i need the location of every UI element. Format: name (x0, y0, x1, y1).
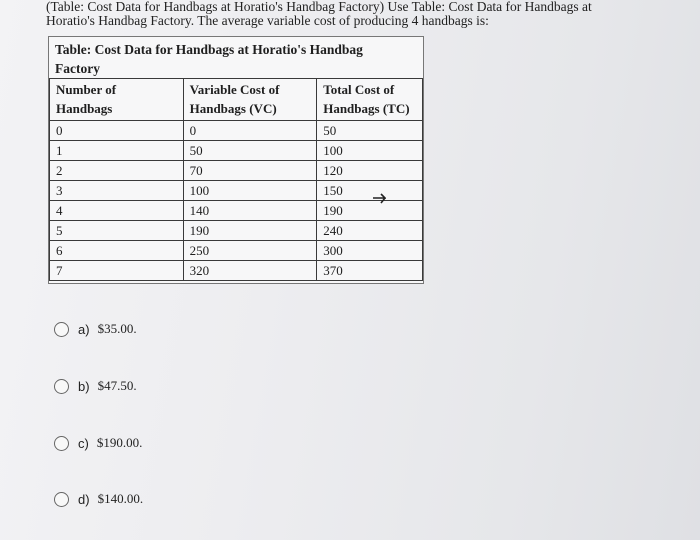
cell-vc: 140 (183, 201, 317, 221)
table-row (50, 181, 423, 201)
radio-button-icon[interactable] (54, 492, 69, 507)
cell-vc: 70 (183, 161, 317, 181)
option-b[interactable] (54, 378, 137, 394)
question-line-2: Horatio's Handbag Factory. The average variable cost of producing 4 handbags is: (46, 13, 489, 28)
cell-tc: 300 (317, 241, 423, 261)
table-header-row (50, 79, 423, 121)
cell-vc: 100 (183, 181, 317, 201)
cell-tc: 120 (317, 161, 423, 181)
radio-button-icon[interactable] (54, 322, 69, 337)
cell-tc: 370 (317, 261, 423, 281)
table-row (50, 241, 423, 261)
option-value: $140.00. (97, 491, 144, 506)
option-letter: d) (78, 491, 90, 507)
cost-data-table-panel (48, 36, 424, 284)
table-row (50, 221, 423, 241)
question-text (46, 0, 666, 28)
caption-line-2: Factory (55, 61, 100, 76)
table-row (50, 141, 423, 161)
cell-vc: 320 (183, 261, 317, 281)
cell-tc: 150 (317, 181, 423, 201)
table-caption (55, 40, 385, 78)
table-row (50, 201, 423, 221)
cell-vc: 250 (183, 241, 317, 261)
cell-handbags: 2 (50, 161, 184, 181)
cell-tc: 100 (317, 141, 423, 161)
radio-button-icon[interactable] (54, 436, 69, 451)
option-value: $47.50. (97, 378, 137, 393)
header-handbags: Number of Handbags (50, 79, 184, 121)
cell-handbags: 6 (50, 241, 184, 261)
cell-vc: 190 (183, 221, 317, 241)
header-total-cost: Total Cost of Handbags (TC) (317, 79, 423, 121)
option-letter: a) (78, 321, 90, 337)
caption-line-1: Table: Cost Data for Handbags at Horatio's Handbag (55, 42, 363, 57)
cost-table (49, 78, 423, 281)
radio-button-icon[interactable] (54, 379, 69, 394)
option-value: $35.00. (97, 321, 137, 336)
cell-handbags: 7 (50, 261, 184, 281)
cell-tc: 50 (317, 121, 423, 141)
question-line-1: (Table: Cost Data for Handbags at Horatio's Handbag Factory) Use Table: Cost Data for Handbags at (46, 0, 592, 14)
table-row (50, 261, 423, 281)
table-row (50, 161, 423, 181)
option-a[interactable] (54, 321, 137, 337)
cell-vc: 0 (183, 121, 317, 141)
option-c[interactable] (54, 435, 142, 451)
option-letter: b) (78, 378, 90, 394)
option-value: $190.00. (96, 435, 143, 450)
table-row (50, 121, 423, 141)
option-d[interactable] (54, 491, 143, 507)
header-variable-cost: Variable Cost of Handbags (VC) (183, 79, 317, 121)
mouse-pointer-icon (372, 193, 386, 207)
cell-handbags: 4 (50, 201, 184, 221)
cell-handbags: 1 (50, 141, 184, 161)
cell-tc: 240 (317, 221, 423, 241)
cell-vc: 50 (183, 141, 317, 161)
cell-handbags: 3 (50, 181, 184, 201)
cell-tc: 190 (317, 201, 423, 221)
option-letter: c) (78, 435, 89, 451)
cell-handbags: 0 (50, 121, 184, 141)
cell-handbags: 5 (50, 221, 184, 241)
